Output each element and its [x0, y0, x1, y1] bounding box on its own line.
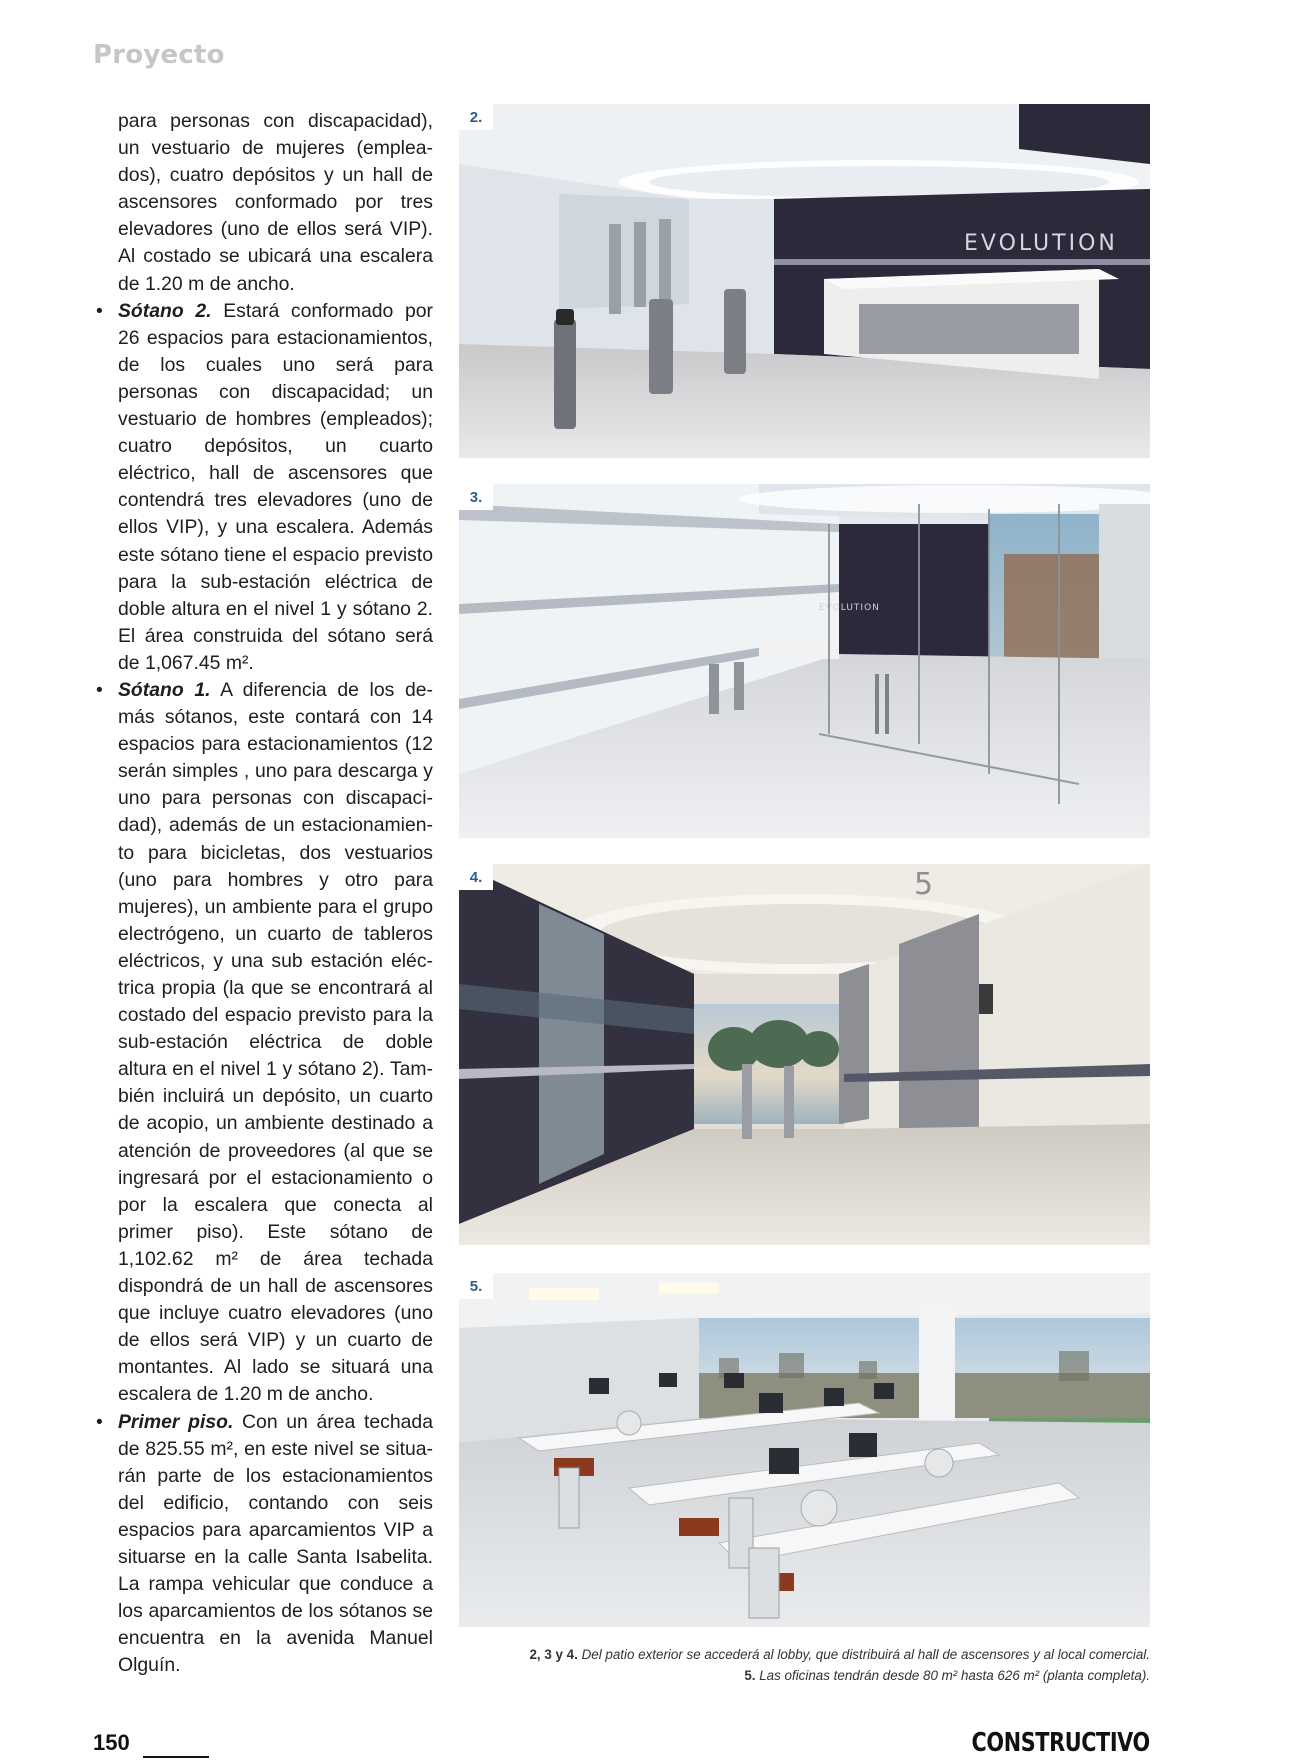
photo-elevator-hall [459, 864, 1150, 1245]
magazine-brand: CONSTRUCTIVO [971, 1728, 1150, 1758]
photo-number: 5. [459, 1273, 493, 1299]
caption-line-1 [459, 1645, 1150, 1666]
floor-number: 5 [914, 867, 934, 902]
elevator-hall-render [459, 864, 1150, 1245]
photo-number: 2. [459, 104, 493, 130]
photo-glass-entrance [459, 484, 1150, 838]
caption-ref: 2, 3 y 4. [529, 1647, 578, 1662]
page-number: 150 [93, 1730, 130, 1755]
list-item-term: Primer piso. [118, 1410, 234, 1433]
list-item [93, 1409, 433, 1680]
body-text-column [93, 108, 433, 1679]
open-office-render [459, 1273, 1150, 1627]
photo-open-office [459, 1273, 1150, 1627]
list-item-term: Sótano 1. [118, 678, 211, 701]
wall-sign: EVOLUTION [964, 231, 1118, 256]
section-label: Proyecto [93, 40, 225, 70]
photo-number: 3. [459, 484, 493, 510]
list-item [93, 677, 433, 1409]
bullet: • [96, 678, 103, 701]
caption-ref: 5. [744, 1667, 756, 1683]
glass-entrance-render [459, 484, 1150, 838]
footer-rule [143, 1756, 209, 1758]
list-item-text: Estará conformado por 26 espacios para estacionamientos, de los cuales uno será para personas con discapacidad; un vestuario de hombres (empleados); cuatro depósitos, un cuarto eléctrico, hall de ascensores que contendrá tres elevadores (uno de ellos VIP), y una escalera. Además este sótano tiene el espacio previsto para la sub-estación eléctrica de doble altura en el nivel 1 y sótano 2. El área construida del sótano será de 1,067.45 m². [118, 299, 433, 674]
level-list [93, 298, 433, 1680]
list-item-text: A diferencia de los de-más sótanos, este contará con 14 espacios para estacionamientos (12 serán simples , uno para descarga y uno para personas con discapaci-dad), además de un estacionamien-to para bicicletas, dos vestuarios (uno para hombres y otro para mujeres), un ambiente para el grupo electrógeno, un cuarto de tableros eléctricos, y una sub estación eléc-trica propia (la que se encontrará al costado del espacio previsto para la sub-estación eléctrica de doble altura en el nivel 1 y sótano 2). Tam-bién incluirá un depósito, un cuarto de acopio, un ambiente destinado a atención de proveedores (al que se ingresará por el estacionamiento o por la escalera que conecta al primer piso). Este sótano de 1,102.62 m² de área techada dispondrá de un hall de ascensores que incluye cuatro elevadores (uno de ellos será VIP) y un cuarto de montantes. Al lado se situará una escalera de 1.20 m de ancho. [118, 678, 433, 1406]
bullet: • [96, 1410, 103, 1433]
caption-text: Las oficinas tendrán desde 80 m² hasta 626 m² (planta completa). [759, 1667, 1150, 1683]
intro-paragraph: para personas con discapacidad), un vestuario de mujeres (emplea-dos), cuatro depósitos y un hall de ascensores conformado por tres elevadores (uno de ellos será VIP). Al costado se ubicará una escalera de 1.20 m de ancho. [118, 110, 433, 295]
photo-caption [459, 1645, 1150, 1686]
wall-sign: EVOLUTION [819, 603, 880, 613]
photo-number: 4. [459, 864, 493, 890]
lobby-reception-render [459, 104, 1150, 458]
list-item [93, 298, 433, 677]
bullet: • [96, 299, 103, 322]
caption-text: Del patio exterior se accederá al lobby, que distribuirá al hall de ascensores y al local comercial. [581, 1647, 1150, 1662]
list-item-term: Sótano 2. [118, 299, 212, 322]
caption-line-2 [459, 1666, 1150, 1687]
photo-lobby-reception [459, 104, 1150, 458]
list-item-text: Con un área techada de 825.55 m², en este nivel se situa-rán parte de los estacionamientos del edificio, contando con seis espacios para aparcamientos VIP a situarse en la calle Santa Isabelita. La rampa vehicular que conduce a los aparcamientos de los sótanos se encuentra en la avenida Manuel Olguín. [118, 1410, 433, 1677]
